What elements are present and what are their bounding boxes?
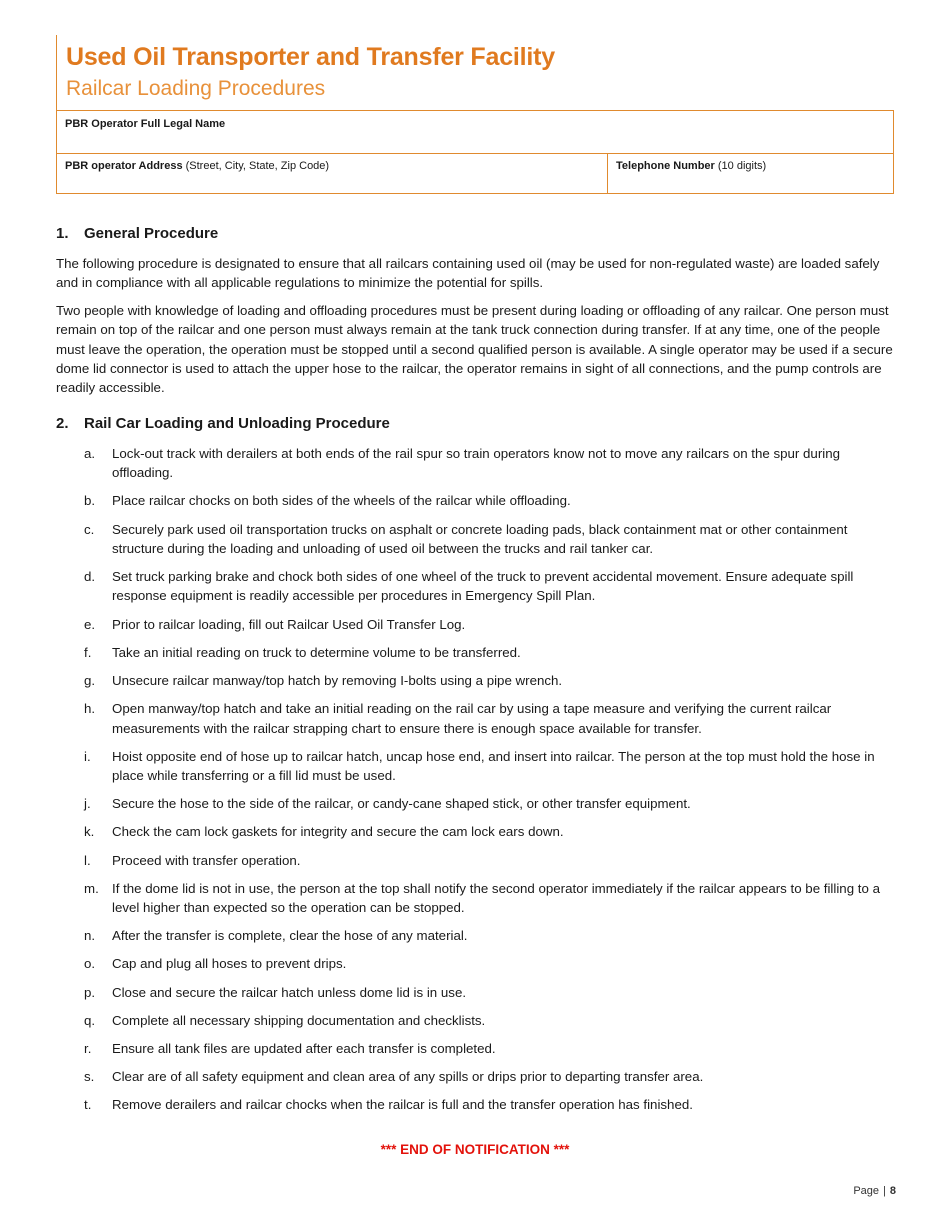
address-label: PBR operator Address (65, 160, 183, 172)
list-item: j. Secure the hose to the side of the railcar, or candy-cane shaped stick, or other transfer equipment. (84, 796, 691, 812)
phone-hint: (10 digits) (717, 160, 767, 172)
operator-address-field[interactable] (57, 153, 608, 194)
list-item: o. Cap and plug all hoses to prevent drips. (84, 956, 347, 972)
address-phone-row (57, 153, 893, 194)
list-item: t. Remove derailers and railcar chocks when the railcar is full and the transfer operation has finished. (84, 1097, 693, 1113)
list-item: r. Ensure all tank files are updated after each transfer is completed. (84, 1040, 496, 1056)
section-1-paragraph-2: Two people with knowledge of loading and offloading procedures must be present during loading or offloading of any railcar. One person must remain on top of the railcar and one person must always remain at the tank truck connection during transfer. If at any time, one of the people must leave the operation, the operation must be stopped until a second qualified person is available. A single operator may be used if a secure dome lid connector is used to attach the upper hose to the railcar, the operator remains in sight of all connections, and the pump controls are readily accessible. (56, 303, 893, 396)
list-item: e. Prior to railcar loading, fill out Railcar Used Oil Transfer Log. (84, 616, 466, 632)
section-1-number: 1. (56, 225, 69, 242)
list-item: f. Take an initial reading on truck to determine volume to be transferred. (84, 644, 521, 660)
document-title: Used Oil Transporter and Transfer Facility (66, 43, 555, 71)
list-item: a. Lock-out track with derailers at both ends of the rail spur so train operators know not to move any railcars on the spur during offloading. (84, 446, 841, 481)
section-1-paragraph-1: The following procedure is designated to ensure that all railcars containing used oil (may be used for non-regulated waste) are loaded safely and in compliance with all applicable regulations to minimize the potential for spills. (56, 256, 880, 291)
operator-name-row (57, 111, 893, 154)
section-1-title: General Procedure (84, 225, 219, 242)
list-item: l. Proceed with transfer operation. (84, 852, 301, 868)
page-footer (853, 1185, 896, 1197)
list-item: n. After the transfer is complete, clear the hose of any material. (84, 928, 468, 944)
list-item: k. Check the cam lock gaskets for integrity and secure the cam lock ears down. (84, 824, 564, 840)
list-item: h. Open manway/top hatch and take an initial reading on the rail car by using a tape measure and verifying the current railcar measurements with the railcar strapping chart to ensure there is enough space available for transfer. (84, 701, 832, 736)
list-item: b. Place railcar chocks on both sides of the wheels of the railcar while offloading. (84, 493, 571, 509)
document-subtitle: Railcar Loading Procedures (66, 77, 326, 100)
list-item: p. Close and secure the railcar hatch unless dome lid is in use. (84, 984, 467, 1000)
list-item: g. Unsecure railcar manway/top hatch by removing I-bolts using a pipe wrench. (84, 673, 563, 689)
procedure-steps-list (56, 444, 896, 1124)
list-item: d. Set truck parking brake and chock both sides of one wheel of the truck to prevent accidental movement. Ensure adequate spill response equipment is readily accessible per procedures in Emergency Spill Plan. (84, 569, 854, 604)
list-item: c. Securely park used oil transportation trucks on asphalt or concrete loading pads, black containment mat or other containment structure during the loading and unloading of used oil between the trucks and rail tanker car. (84, 521, 848, 556)
page-separator: | (883, 1185, 886, 1197)
page-number: 8 (889, 1185, 896, 1197)
list-item: s. Clear are of all safety equipment and clean area of any spills or drips prior to departing transfer area. (84, 1069, 704, 1085)
operator-info-table (56, 110, 894, 194)
list-item: q. Complete all necessary shipping documentation and checklists. (84, 1012, 486, 1028)
telephone-field[interactable] (608, 153, 893, 194)
operator-name-label: PBR Operator Full Legal Name (65, 118, 226, 130)
end-of-notification: *** END OF NOTIFICATION *** (380, 1142, 570, 1157)
section-2-heading (56, 415, 390, 432)
section-2-number: 2. (56, 415, 69, 432)
title-block (56, 35, 896, 110)
phone-label: Telephone Number (616, 160, 715, 172)
page-label: Page (853, 1185, 880, 1197)
operator-name-field[interactable] (57, 111, 893, 153)
section-1-heading (56, 225, 218, 242)
list-item: i. Hoist opposite end of hose up to railcar hatch, uncap hose end, and insert into railcar. The person at the top must hold the hose in place while transferring or a fill lid must be used. (84, 748, 875, 783)
list-item: m. If the dome lid is not in use, the person at the top shall notify the second operator immediately if the railcar appears to be filling to a level higher than expected so the operation can be stopped. (84, 880, 880, 916)
address-hint: (Street, City, State, Zip Code) (185, 160, 330, 172)
section-2-title: Rail Car Loading and Unloading Procedure (84, 415, 390, 432)
